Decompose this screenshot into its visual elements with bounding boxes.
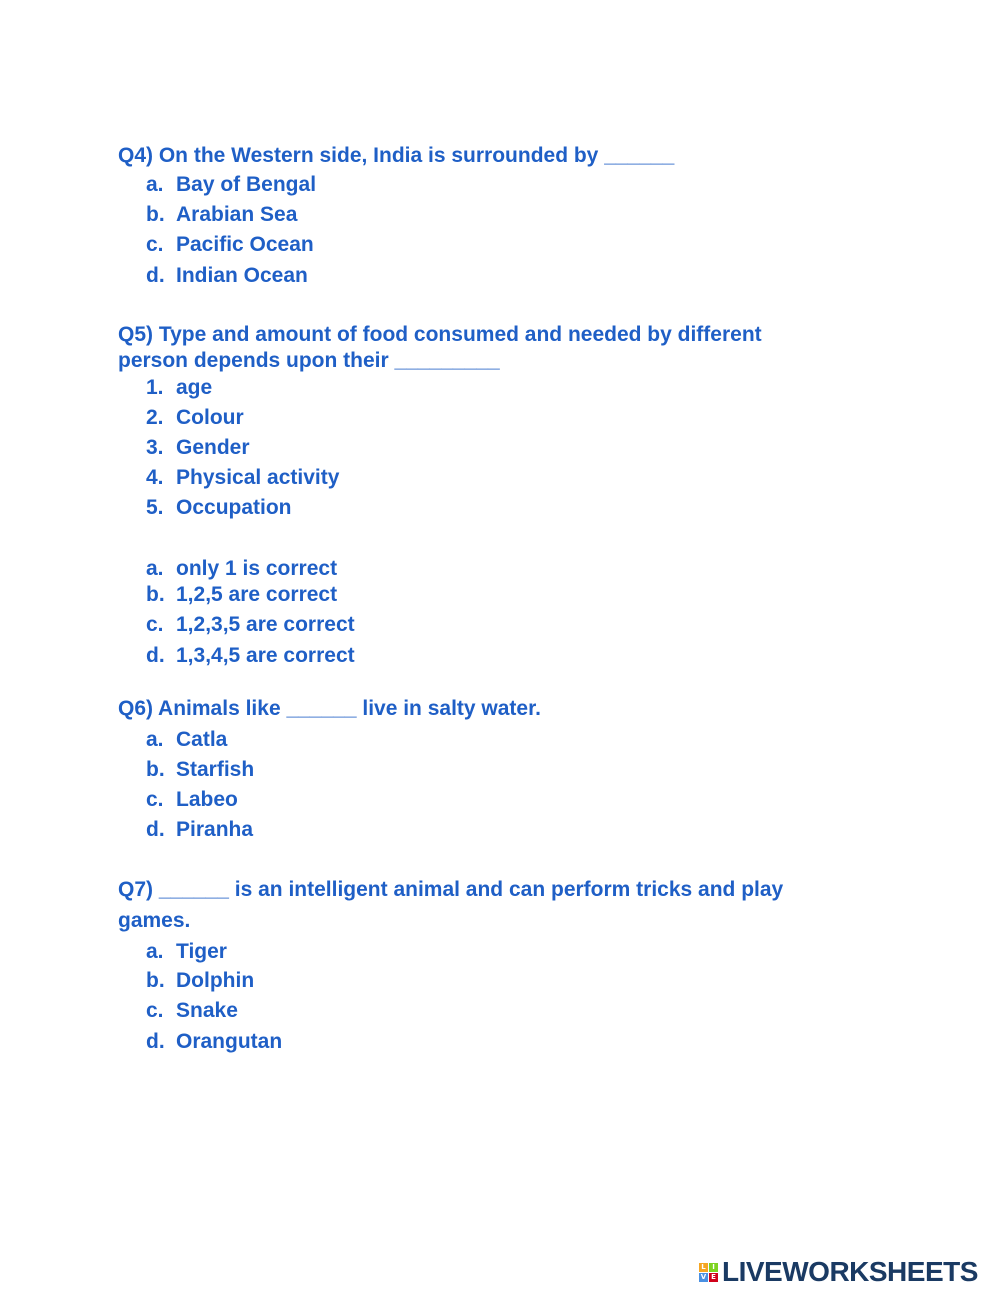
question-6-option-c[interactable] [146,787,238,813]
option-text: 1,2,3,5 are correct [176,613,355,636]
item-text: Physical activity [176,466,340,489]
option-text: Tiger [176,940,227,963]
option-marker: a. [146,173,164,196]
option-marker: c. [146,613,164,636]
question-5-item-2 [146,405,244,431]
option-marker: d. [146,644,165,667]
question-7-line-2: games. [118,909,191,932]
item-marker: 2. [146,406,164,429]
option-marker: b. [146,969,165,992]
item-marker: 5. [146,496,164,519]
option-text: 1,3,4,5 are correct [176,644,355,667]
liveworksheets-logo-icon [699,1263,718,1282]
question-5-item-3 [146,435,250,461]
question-7-option-d[interactable] [146,1029,282,1055]
question-7-option-b[interactable] [146,968,254,994]
option-text: Indian Ocean [176,264,308,287]
option-text: Piranha [176,818,254,841]
logo-icon-letter-e: E [709,1273,718,1282]
item-text: Colour [176,406,244,429]
question-4-option-b[interactable] [146,202,297,228]
question-7-option-c[interactable] [146,998,238,1024]
liveworksheets-logo-text: LIVEWORKSHEETS [722,1256,978,1287]
question-6-option-a[interactable] [146,727,227,753]
liveworksheets-logo [699,1256,978,1288]
option-text: Orangutan [176,1030,283,1053]
question-5-option-c[interactable] [146,612,355,638]
logo-icon-letter-l: L [699,1263,708,1272]
question-4-option-a[interactable] [146,172,316,198]
question-5-line-2: person depends upon their _________ [118,349,500,372]
question-5-item-5 [146,495,292,521]
option-marker: c. [146,233,164,256]
item-text: age [176,376,213,399]
item-text: Occupation [176,496,292,519]
item-marker: 4. [146,466,164,489]
question-7-line-1: Q7) ______ is an intelligent animal and can perform tricks and play [118,878,784,901]
question-5-item-4 [146,465,339,491]
question-5-option-d[interactable] [146,643,355,669]
option-marker: d. [146,264,165,287]
option-marker: c. [146,999,164,1022]
question-5-line-1: Q5) Type and amount of food consumed and needed by different [118,323,762,346]
logo-icon-letter-i: I [709,1263,718,1272]
question-6-option-d[interactable] [146,817,253,843]
option-text: Dolphin [176,969,255,992]
question-5-item-1 [146,375,212,401]
option-marker: c. [146,788,164,811]
question-6-option-b[interactable] [146,757,254,783]
option-text: Snake [176,999,238,1022]
question-4-option-d[interactable] [146,263,308,289]
option-text: 1,2,5 are correct [176,583,338,606]
option-text: Labeo [176,788,238,811]
item-text: Gender [176,436,250,459]
item-marker: 1. [146,376,164,399]
option-text: Bay of Bengal [176,173,317,196]
option-marker: a. [146,940,164,963]
option-marker: b. [146,203,165,226]
item-marker: 3. [146,436,164,459]
option-text: Arabian Sea [176,203,298,226]
question-4: Q4) On the Western side, India is surrounded by ______ [118,144,675,167]
option-text: Starfish [176,758,255,781]
option-marker: b. [146,583,165,606]
logo-icon-letter-v: V [700,1272,707,1281]
question-5-option-a[interactable] [146,556,337,582]
option-text: Catla [176,728,228,751]
option-text: Pacific Ocean [176,233,314,256]
option-marker: a. [146,728,164,751]
question-7-option-a[interactable] [146,939,227,965]
question-4-option-c[interactable] [146,232,314,258]
question-6: Q6) Animals like ______ live in salty water. [118,697,541,720]
option-marker: a. [146,557,164,580]
question-5-option-b[interactable] [146,582,337,608]
option-text: only 1 is correct [176,557,338,580]
option-marker: d. [146,818,165,841]
option-marker: b. [146,758,165,781]
option-marker: d. [146,1030,165,1053]
